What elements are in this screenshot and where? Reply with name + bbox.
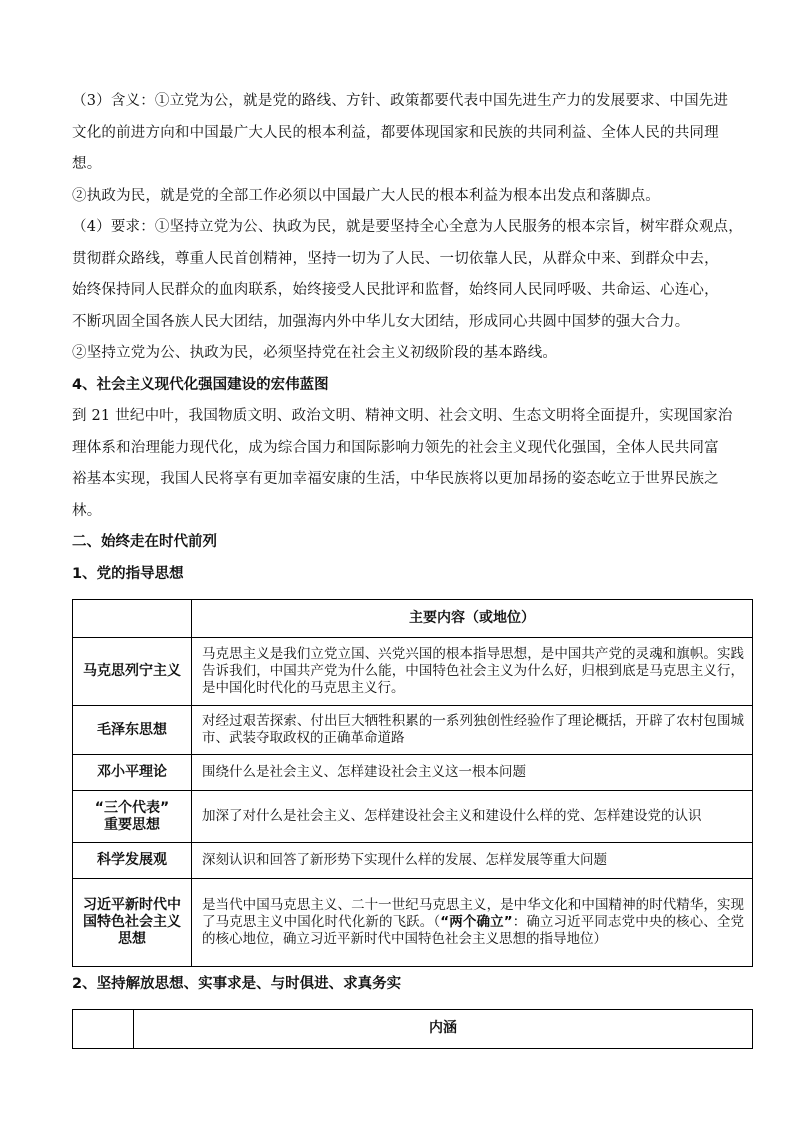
- row-content: 加深了对什么是社会主义、怎样建设社会主义和建设什么样的党、怎样建设党的认识: [192, 791, 753, 843]
- document-page: [72, 86, 752, 1049]
- row-title: 科学发展观: [73, 843, 192, 879]
- content-text: 是当代中国马克思主义、二十一世纪马克思主义，是中华文化和中国精神的时代精华，实现了马克思主义中国化时代化新的飞跃。（: [202, 897, 744, 930]
- table-row: [73, 755, 753, 791]
- table-row: [73, 843, 753, 879]
- table-header-cell-left: [73, 600, 192, 638]
- row-content: 对经过艰苦探索、付出巨大牺牲积累的一系列独创性经验作了理论概括，开辟了农村包围城市、武装夺取政权的正确革命道路: [192, 706, 753, 755]
- paragraph-line: 贯彻群众路线，尊重人民首创精神，坚持一切为了人民、一切依靠人民，从群众中来、到群众中去，: [72, 250, 719, 267]
- row-content: 深刻认识和回答了新形势下实现什么样的发展、怎样发展等重大问题: [192, 843, 753, 879]
- paragraph-line: 裕基本实现，我国人民将享有更加幸福安康的生活，中华民族将以更加昂扬的姿态屹立于世界民族之: [72, 471, 719, 487]
- paragraph-line: ②执政为民，就是党的全部工作必须以中国最广大人民的根本利益为根本出发点和落脚点。: [72, 187, 660, 204]
- subsection-heading-1: 1、党的指导思想: [72, 565, 184, 582]
- row-content: 马克思主义是我们立党立国、兴党兴国的根本指导思想，是中国共产党的灵魂和旗帜。实践告诉我们，中国共产党为什么能，中国特色社会主义为什么好，归根到底是马克思主义行，是中国化时代化的马克思主义行。: [192, 638, 753, 706]
- table-row: [73, 879, 753, 967]
- content-text: ：确立习近平同志党中央的核心、全党的核心地位，确立习近平新时代中国特色社会主义思想的指导地位）: [202, 914, 745, 947]
- paragraph-line: （4）要求：①坚持立党为公、执政为民，就是要坚持全心全意为人民服务的根本宗旨，树牢群众观点，: [72, 219, 743, 235]
- subsection-heading-2: 2、坚持解放思想、实事求是、与时俱进、求真务实: [72, 976, 402, 992]
- emphasis-text: “两个确立”: [440, 914, 513, 930]
- table-header-row: [73, 600, 753, 638]
- paragraph-line: （3）含义：①立党为公，就是党的路线、方针、政策都要代表中国先进生产力的发展要求、中国先进: [72, 93, 729, 109]
- row-title: 毛泽东思想: [73, 706, 192, 755]
- table-row: [73, 706, 753, 755]
- guiding-thought-table: [72, 599, 753, 967]
- table-header-cell-left: [73, 1009, 134, 1048]
- paragraph-line: 文化的前进方向和中国最广大人民的根本利益，都要体现国家和民族的共同利益、全体人民的共同理: [72, 124, 719, 141]
- paragraph-line: 到 21 世纪中叶，我国物质文明、政治文明、精神文明、社会文明、生态文明将全面提升，实现国家治: [72, 408, 733, 424]
- connotation-table: [72, 1009, 753, 1049]
- table-row: [73, 791, 753, 843]
- row-title-line: “三个代表”: [94, 799, 170, 816]
- paragraph-line: 理体系和治理能力现代化，成为综合国力和国际影响力领先的社会主义现代化强国，全体人民共同富: [72, 439, 719, 456]
- paragraph-line: 始终保持同人民群众的血肉联系，始终接受人民批评和监督，始终同人民同呼吸、共命运、心连心，: [72, 282, 719, 298]
- paragraph-line: 林。: [72, 502, 102, 519]
- table-header-row: [73, 1009, 753, 1048]
- row-title: 习近平新时代中国特色社会主义思想: [73, 879, 192, 967]
- table-header-cell: 内涵: [134, 1009, 753, 1048]
- section-heading-4: 4、社会主义现代化强国建设的宏伟蓝图: [72, 376, 329, 393]
- row-content: [192, 879, 753, 967]
- row-content: 围绕什么是社会主义、怎样建设社会主义这一根本问题: [192, 755, 753, 791]
- table-header-cell: 主要内容（或地位）: [192, 600, 753, 638]
- row-title: [73, 791, 192, 843]
- row-title-line: 重要思想: [104, 816, 160, 833]
- row-title: 邓小平理论: [73, 755, 192, 791]
- paragraph-line: 不断巩固全国各族人民大团结，加强海内外中华儿女大团结，形成同心共圆中国梦的强大合力。: [72, 313, 690, 330]
- chapter-heading: 二、始终走在时代前列: [72, 534, 217, 550]
- paragraph-line: 想。: [72, 156, 102, 172]
- row-title: 马克思列宁主义: [73, 638, 192, 706]
- table-row: [73, 638, 753, 706]
- paragraph-line: ②坚持立党为公、执政为民，必须坚持党在社会主义初级阶段的基本路线。: [72, 345, 558, 361]
